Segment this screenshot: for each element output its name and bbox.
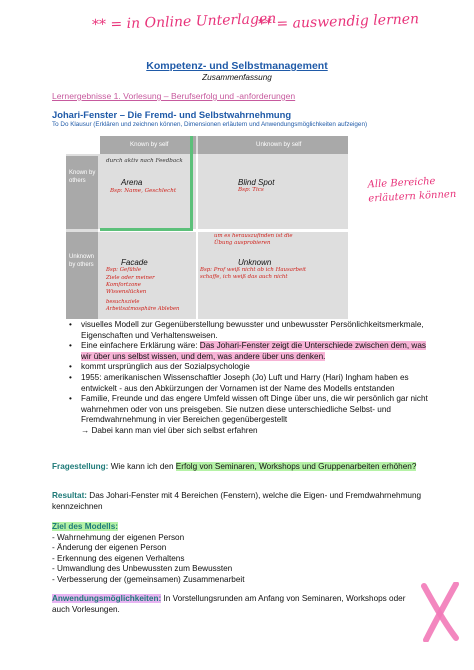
page-title: Kompetenz- und Selbstmanagement xyxy=(146,60,328,72)
quadrant-facade: Facade xyxy=(121,258,148,267)
anwendung-text: In Vorstellungsrunden am Anfang von Seminaren, Workshops oder auch Vorlesungen. xyxy=(52,594,406,614)
col-unknown-label: Unknown by self xyxy=(256,141,302,148)
note-center: um es herauszufinden ist die Übung ausprobieren xyxy=(214,233,293,246)
fragestellung-text: Wie kann ich den xyxy=(108,462,176,471)
handwritten-header-left: ** = in Online Unterlagen xyxy=(91,10,277,34)
lernergebnis-heading: Lernergebnisse 1. Vorlesung – Berufserfolg und -anforderungen xyxy=(52,91,296,101)
bullet-list xyxy=(66,320,432,437)
ziel-section xyxy=(52,522,432,586)
note-facade-2: Ziele oder meiner xyxy=(106,275,155,281)
arrow-line: → Dabei kann man viel über sich selbst erfahren xyxy=(81,425,258,435)
ziel-item: - Wahrnehmung der eigenen Person xyxy=(52,532,185,542)
ziel-item: - Erkennung des eigenen Verhaltens xyxy=(52,553,185,563)
note-facade-3: Komfortzone xyxy=(106,282,141,288)
handwritten-header-right: ** = auswendig lernen xyxy=(257,11,420,33)
bullet-simple-prefix: Eine einfachere Erklärung wäre: xyxy=(81,341,200,351)
todo-note: To Do Klausur (Erklären und zeichnen können, Dimensionen erläutern und Anwendungsmöglichkeiten aufzeigen) xyxy=(52,121,368,128)
ziel-label: Ziel des Modells: xyxy=(52,522,118,531)
note-blind-spot: Bsp: Tics xyxy=(238,187,264,193)
quadrant-blind-spot: Blind Spot xyxy=(238,178,275,187)
bullet-family: • Familie, Freunde und das engere Umfeld wissen oft Dinge über uns, die wir persönlich gar nicht wahrnehmen oder von uns preisgeben. Sie nutzen diese unterschiedliche Selbst- und Fremdwahrnehmung in vier Bereichen gegenübergestellt xyxy=(66,394,432,426)
fragestellung xyxy=(52,462,432,473)
row-known-label: Known by others xyxy=(69,170,96,184)
row-unknown-label: Unknown by others xyxy=(69,254,95,268)
matrix-corner xyxy=(66,136,100,154)
quadrant-unknown: Unknown xyxy=(238,258,272,267)
resultat xyxy=(52,491,436,512)
anwendung xyxy=(52,594,422,615)
resultat-text: Das Johari-Fenster mit 4 Bereichen (Fenstern), welche die Eigen- und Fremdwahrnehmung kennzeichnen xyxy=(52,491,422,511)
note-facade-5: besuchsziele Arbeitsatmosphäre Ableben xyxy=(106,299,180,312)
bullet-history: • 1955: amerikanischen Wissenschaftler Joseph (Jo) Luft und Harry (Hari) Ingham haben es entwickelt - aus den Abkürzungen der Vornamen ist der Name des Modells entstanden xyxy=(66,373,432,394)
note-facade-1: Bsp: Gefühle xyxy=(106,267,142,273)
ziel-item: - Verbesserung der (gemeinsamen) Zusammenarbeit xyxy=(52,574,245,584)
bullet-origin: • kommt ursprünglich aus der Sozialpsychologie xyxy=(66,362,432,373)
bullet-simple-highlight: Das Johari-Fenster zeigt die Unterschiede zwischen dem, was wir über uns selbst wissen, und dem, was andere über uns denken. xyxy=(81,341,426,361)
pink-x-mark xyxy=(418,582,462,642)
note-arena-top: durch aktiv nach Feedback xyxy=(106,158,183,164)
note-facade-4: Wissenslücken xyxy=(106,289,147,295)
bullet-simple xyxy=(66,341,432,362)
ziel-item: - Änderung der eigenen Person xyxy=(52,543,167,553)
bullet-visual-model: • visuelles Modell zur Gegenüberstellung bewusster und unbewusster Persönlichkeitsmerkmale, Eigenschaften und Verhaltensweisen. xyxy=(66,320,432,341)
anwendung-label: Anwendungsmöglichkeiten: xyxy=(52,594,162,603)
fragestellung-label: Fragestellung: xyxy=(52,462,109,471)
matrix-divider-vertical xyxy=(196,154,198,319)
quadrant-arena: Arena xyxy=(121,178,143,187)
col-known-label: Known by self xyxy=(130,141,169,148)
matrix-row-header-unknown xyxy=(66,232,98,319)
side-note: Alle Bereiche erläutern können xyxy=(367,175,457,205)
matrix-row-header-known xyxy=(66,156,98,229)
resultat-label: Resultat: xyxy=(52,491,88,500)
page-subtitle: Zusammenfassung xyxy=(202,73,272,82)
ziel-item: - Umwandlung des Unbewussten zum Bewussten xyxy=(52,564,233,574)
note-unknown: Bsp: Prof weiß nicht ob ich Hausarbeit schaffe, ich weiß das auch nicht xyxy=(200,267,307,280)
fragestellung-highlight: Erfolg von Seminaren, Workshops und Gruppenarbeiten erhöhen? xyxy=(175,462,417,471)
green-line-vertical xyxy=(190,136,193,231)
johari-matrix xyxy=(66,136,348,319)
green-line-horizontal xyxy=(100,228,192,231)
section-heading: Johari-Fenster – Die Fremd- und Selbstwahrnehmung xyxy=(52,109,292,120)
note-arena-bottom: Bsp: Name, Geschlecht xyxy=(110,188,177,194)
